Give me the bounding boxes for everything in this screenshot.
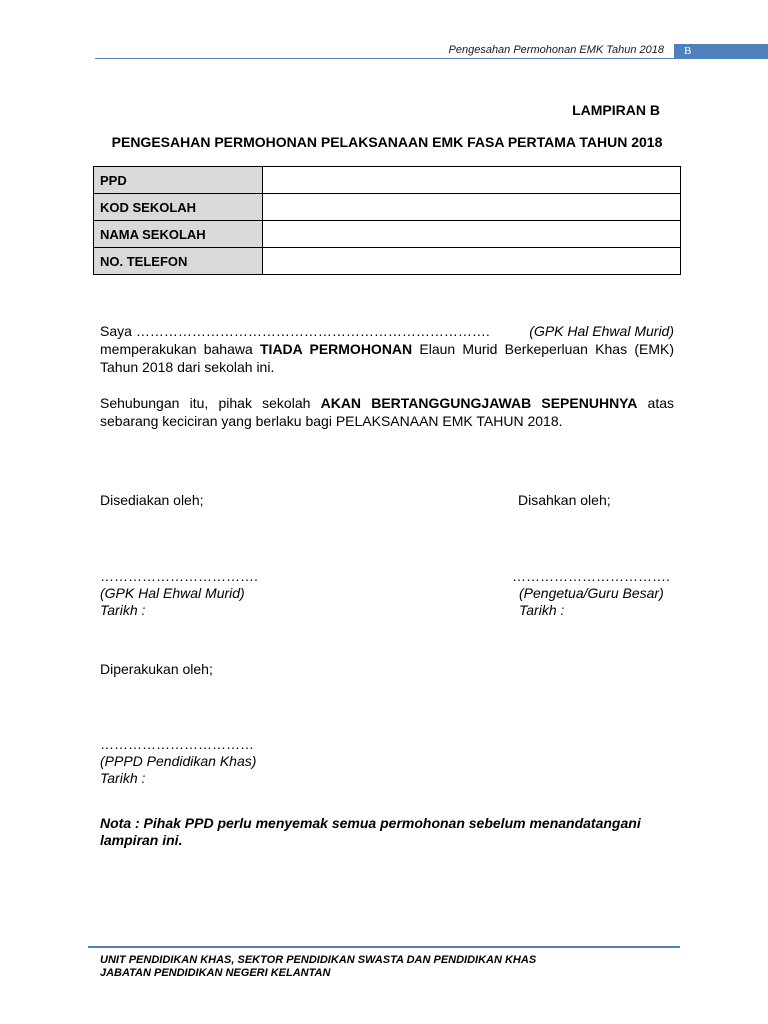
- row-value-ppd[interactable]: [263, 167, 681, 194]
- running-header-title: Pengesahan Permohonan EMK Tahun 2018: [448, 44, 664, 56]
- declaration-paragraph: [100, 322, 674, 376]
- table-row: [94, 167, 681, 194]
- footer-line-1: UNIT PENDIDIKAN KHAS, SEKTOR PENDIDIKAN SWASTA DAN PENDIDIKAN KHAS: [100, 954, 537, 966]
- row-value-no-telefon[interactable]: [263, 248, 681, 275]
- school-info-table: [93, 166, 681, 275]
- prepared-signature-block: [100, 568, 258, 619]
- header-rule: [95, 58, 768, 59]
- approved-date-label: Tarikh :: [519, 602, 565, 618]
- prepared-by-label: Disediakan oleh;: [100, 492, 204, 508]
- row-label-ppd: PPD: [94, 167, 263, 194]
- table-row: [94, 248, 681, 275]
- appendix-label: LAMPIRAN B: [572, 102, 660, 118]
- signature-line: ……………………………: [100, 736, 254, 752]
- footer-rule: [88, 946, 680, 948]
- approved-role: (Pengetua/Guru Besar): [519, 585, 664, 601]
- signature-line: …………………………….: [100, 568, 258, 584]
- document-title: PENGESAHAN PERMOHONAN PELAKSANAAN EMK FASA PERTAMA TAHUN 2018: [111, 134, 663, 150]
- declaration-bold: TIADA PERMOHONAN: [260, 341, 413, 357]
- row-value-nama-sekolah[interactable]: [263, 221, 681, 248]
- certified-role: (PPPD Pendidikan Khas): [100, 753, 257, 769]
- row-value-kod-sekolah[interactable]: [263, 194, 681, 221]
- table-row: [94, 194, 681, 221]
- row-label-no-telefon: NO. TELEFON: [94, 248, 263, 275]
- responsibility-text-a: Sehubungan itu, pihak sekolah: [100, 395, 311, 411]
- saya-word: Saya: [100, 323, 132, 339]
- footer-line-2: JABATAN PENDIDIKAN NEGERI KELANTAN: [100, 967, 331, 979]
- declaration-text-a: memperakukan bahawa: [100, 341, 253, 357]
- prepared-date-label: Tarikh :: [100, 602, 146, 618]
- footer-organization: [100, 954, 680, 980]
- approved-signature-block: [512, 568, 670, 619]
- table-row: [94, 221, 681, 248]
- row-label-kod-sekolah: KOD SEKOLAH: [94, 194, 263, 221]
- certified-date-label: Tarikh :: [100, 770, 146, 786]
- declaration-text-b: Elaun Murid Berkeperluan Khas (EMK) Tahun 2018 dari sekolah ini.: [100, 341, 674, 375]
- certified-signature-block: [100, 736, 256, 787]
- row-label-nama-sekolah: NAMA SEKOLAH: [94, 221, 263, 248]
- note-text: Nota : Pihak PPD perlu menyemak semua permohonan sebelum menandatangani lampiran ini.: [100, 815, 641, 848]
- signature-line: …………………………….: [512, 568, 670, 584]
- prepared-role: (GPK Hal Ehwal Murid): [100, 585, 245, 601]
- responsibility-text-b: atas sebarang keciciran yang berlaku bagi PELAKSANAAN EMK TAHUN 2018.: [100, 395, 675, 429]
- gpk-role-text: (GPK Hal Ehwal Murid): [529, 323, 674, 339]
- certified-by-label: Diperakukan oleh;: [100, 661, 213, 677]
- header-tab-letter: B: [674, 44, 768, 58]
- responsibility-paragraph: [100, 394, 674, 430]
- approved-by-label: Disahkan oleh;: [518, 492, 611, 508]
- responsibility-bold: AKAN BERTANGGUNGJAWAB SEPENUHNYA: [320, 395, 638, 411]
- name-blank-dots: ………………………………………………………………….: [135, 323, 490, 339]
